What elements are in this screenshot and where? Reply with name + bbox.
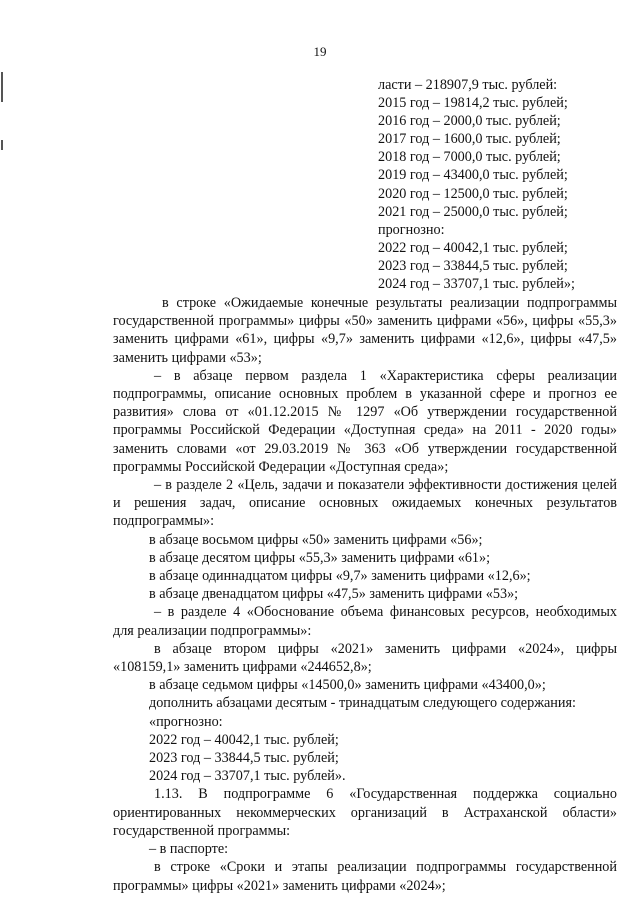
paragraph: в абзаце втором цифры «2021» заменить цифрами «2024», цифры «108159,1» заменить цифрами «244652,8»;	[113, 640, 617, 676]
funding-line: прогнозно:	[378, 221, 445, 238]
paragraph: в строке «Ожидаемые конечные результаты реализации подпрограммы государственной программы» цифры «50» заменить цифрами «56», цифры «55,3» заменить цифрами «61», цифры «9,7» заменить цифрами «12,6», цифры «47,5» заменить цифрами «53»;	[113, 295, 617, 366]
paragraph: 1.13. В подпрограмме 6 «Государственная поддержка социально ориентированных некоммерческих организаций в Астраханской области» государственной программы:	[113, 786, 617, 839]
paragraph: – в абзаце первом раздела 1 «Характеристика сферы реализации подпрограммы, описание основных проблем в указанной сфере и прогноз ее развития» слова от «01.12.2015 № 1297 «Об утверждении государственной программы Российской Федерации «Доступная среда» на 2011 - 2020 годы» заменить словами «от 29.03.2019 № 363 «Об утверждении государственной программы Российской Федерации «Доступная среда»;	[113, 367, 617, 475]
funding-line: 2023 год – 33844,5 тыс. рублей;	[378, 257, 568, 274]
paragraph: в абзаце двенадцатом цифры «47,5» заменить цифрами «53»;	[149, 586, 519, 603]
margin-mark	[1, 140, 3, 150]
funding-line: 2016 год – 2000,0 тыс. рублей;	[378, 113, 561, 130]
paragraph: 2022 год – 40042,1 тыс. рублей;	[149, 731, 339, 748]
margin-mark	[1, 72, 3, 102]
funding-schedule-list	[378, 76, 628, 293]
document-body	[113, 294, 617, 895]
paragraph: 2023 год – 33844,5 тыс. рублей;	[149, 750, 339, 767]
funding-line: 2024 год – 33707,1 тыс. рублей»;	[378, 276, 575, 293]
funding-line: 2020 год – 12500,0 тыс. рублей;	[378, 185, 568, 202]
funding-line: 2019 год – 43400,0 тыс. рублей;	[378, 167, 568, 184]
funding-line: 2022 год – 40042,1 тыс. рублей;	[378, 239, 568, 256]
page-number: 19	[313, 44, 327, 59]
paragraph: в строке «Сроки и этапы реализации подпрограммы государственной программы» цифры «2021» заменить цифрами «2024»;	[113, 859, 617, 894]
funding-line: 2021 год – 25000,0 тыс. рублей;	[378, 203, 568, 220]
paragraph: «прогнозно:	[149, 713, 223, 730]
paragraph: – в разделе 2 «Цель, задачи и показатели эффективности достижения целей и решения задач, описание основных ожидаемых конечных результатов подпрограммы»:	[113, 477, 617, 530]
paragraph: в абзаце восьмом цифры «50» заменить цифрами «56»;	[149, 531, 483, 548]
funding-line: 2018 год – 7000,0 тыс. рублей;	[378, 149, 561, 166]
paragraph: 2024 год – 33707,1 тыс. рублей».	[149, 768, 346, 785]
paragraph: в абзаце седьмом цифры «14500,0» заменить цифрами «43400,0»;	[149, 677, 546, 694]
funding-line: 2017 год – 1600,0 тыс. рублей;	[378, 131, 561, 148]
paragraph: – в разделе 4 «Обоснование объема финансовых ресурсов, необходимых для реализации подпрограммы»:	[113, 604, 617, 639]
funding-line: ласти – 218907,9 тыс. рублей:	[378, 77, 558, 93]
funding-line: 2015 год – 19814,2 тыс. рублей;	[378, 95, 568, 112]
paragraph: дополнить абзацами десятым - тринадцатым следующего содержания:	[149, 695, 576, 712]
paragraph: в абзаце десятом цифры «55,3» заменить цифрами «61»;	[149, 549, 491, 566]
paragraph: в абзаце одиннадцатом цифры «9,7» заменить цифрами «12,6»;	[149, 568, 531, 585]
paragraph: – в паспорте:	[149, 841, 229, 858]
